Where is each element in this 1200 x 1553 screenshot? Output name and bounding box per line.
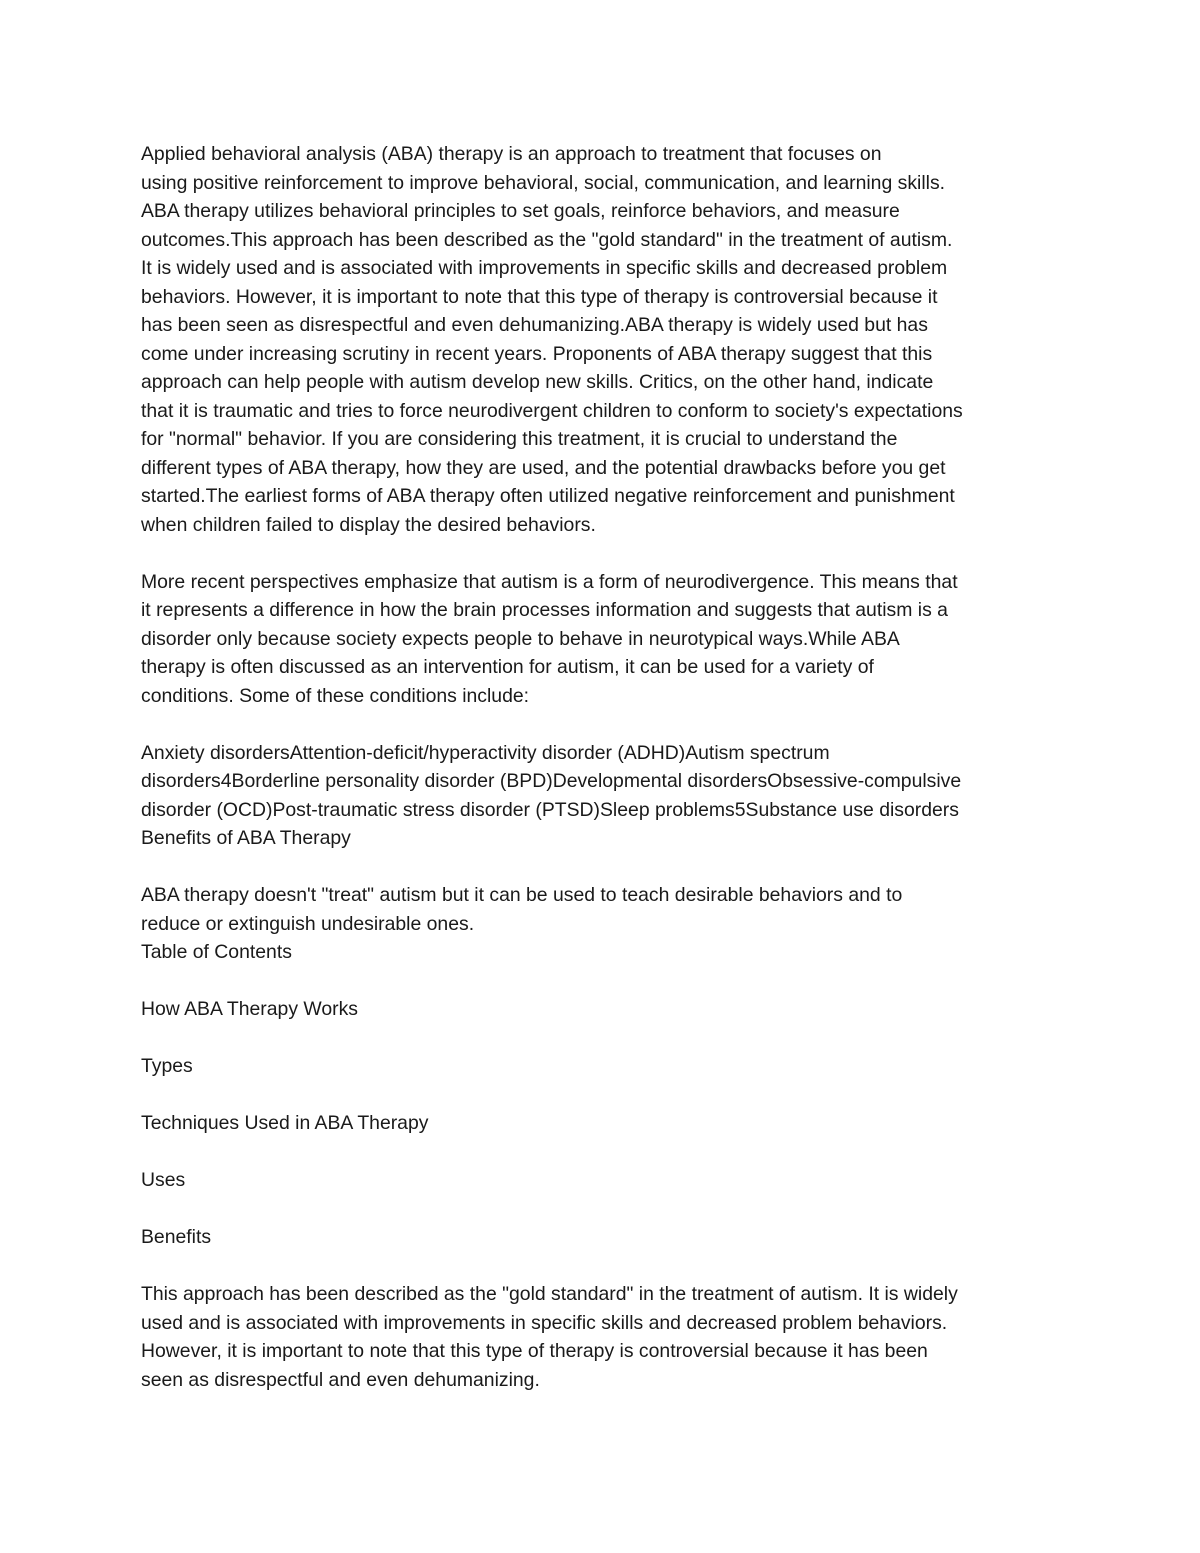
text-line: using positive reinforcement to improve behavioral, social, communication, and learning skills. [141,171,946,194]
text-line: used and is associated with improvements in specific skills and decreased problem behaviors. [141,1311,948,1334]
toc-spacer [141,1138,1071,1167]
text-line: it represents a difference in how the brain processes information and suggests that autism is a [141,599,948,621]
text-line: reduce or extinguish undesirable ones. [141,912,475,935]
toc-item: Benefits [141,1226,212,1248]
paragraph-conditions [141,739,1071,853]
toc-spacer [141,1081,1071,1110]
text-line: for "normal" behavior. If you are considering this treatment, it is crucial to understand the [141,428,898,450]
document-body [141,140,1071,1394]
text-line: different types of ABA therapy, how they are used, and the potential drawbacks before you get [141,456,946,479]
text-line: started.The earliest forms of ABA therapy often utilized negative reinforcement and punishment [141,485,955,507]
toc-item: Techniques Used in ABA Therapy [141,1112,429,1134]
toc-heading: Table of Contents [141,941,292,963]
text-line: This approach has been described as the "gold standard" in the treatment of autism. It is widely [141,1283,958,1305]
text-line: has been seen as disrespectful and even dehumanizing.ABA therapy is widely used but has [141,314,928,336]
toc-spacer [141,1024,1071,1053]
text-line: It is widely used and is associated with improvements in specific skills and decreased problem [141,257,948,279]
text-line: Anxiety disordersAttention-deficit/hyperactivity disorder (ADHD)Autism spectrum [141,741,830,764]
paragraph-spacer [141,710,1071,739]
text-line: ABA therapy utilizes behavioral principles to set goals, reinforce behaviors, and measure [141,200,900,222]
text-line: behaviors. However, it is important to note that this type of therapy is controversial because it [141,285,938,308]
paragraph-treat [141,881,1071,967]
paragraph-spacer [141,539,1071,568]
toc-item: Types [141,1055,193,1077]
toc-item: How ABA Therapy Works [141,998,358,1020]
paragraph-gold-standard [141,1280,1071,1394]
text-line: therapy is often discussed as an intervention for autism, it can be used for a variety of [141,656,874,678]
paragraph-spacer [141,853,1071,882]
text-line: Applied behavioral analysis (ABA) therapy is an approach to treatment that focuses on [141,143,882,165]
text-line: that it is traumatic and tries to force neurodivergent children to conform to society's expectations [141,399,963,422]
text-line: approach can help people with autism develop new skills. Critics, on the other hand, indicate [141,371,934,393]
text-line: come under increasing scrutiny in recent years. Proponents of ABA therapy suggest that this [141,342,933,365]
text-line: disorder only because society expects people to behave in neurotypical ways.While ABA [141,627,900,650]
text-line: disorder (OCD)Post-traumatic stress disorder (PTSD)Sleep problems5Substance use disorders [141,798,959,821]
toc-spacer [141,1195,1071,1224]
text-line: ABA therapy doesn't "treat" autism but it can be used to teach desirable behaviors and to [141,884,903,906]
toc-item: Uses [141,1169,186,1191]
text-line: outcomes.This approach has been described as the "gold standard" in the treatment of autism. [141,228,953,251]
text-line: More recent perspectives emphasize that autism is a form of neurodivergence. This means that [141,570,958,593]
text-line: disorders4Borderline personality disorder (BPD)Developmental disordersObsessive-compulsive [141,770,962,792]
paragraph-spacer [141,1252,1071,1281]
paragraph-intro [141,140,1071,539]
text-line: However, it is important to note that this type of therapy is controversial because it has been [141,1340,928,1362]
paragraph-spacer [141,967,1071,996]
text-line: seen as disrespectful and even dehumanizing. [141,1368,540,1391]
paragraph-neurodivergence [141,568,1071,711]
text-line: when children failed to display the desired behaviors. [141,513,596,536]
section-heading-benefits: Benefits of ABA Therapy [141,827,351,849]
text-line: conditions. Some of these conditions include: [141,684,530,707]
table-of-contents [141,995,1071,1252]
